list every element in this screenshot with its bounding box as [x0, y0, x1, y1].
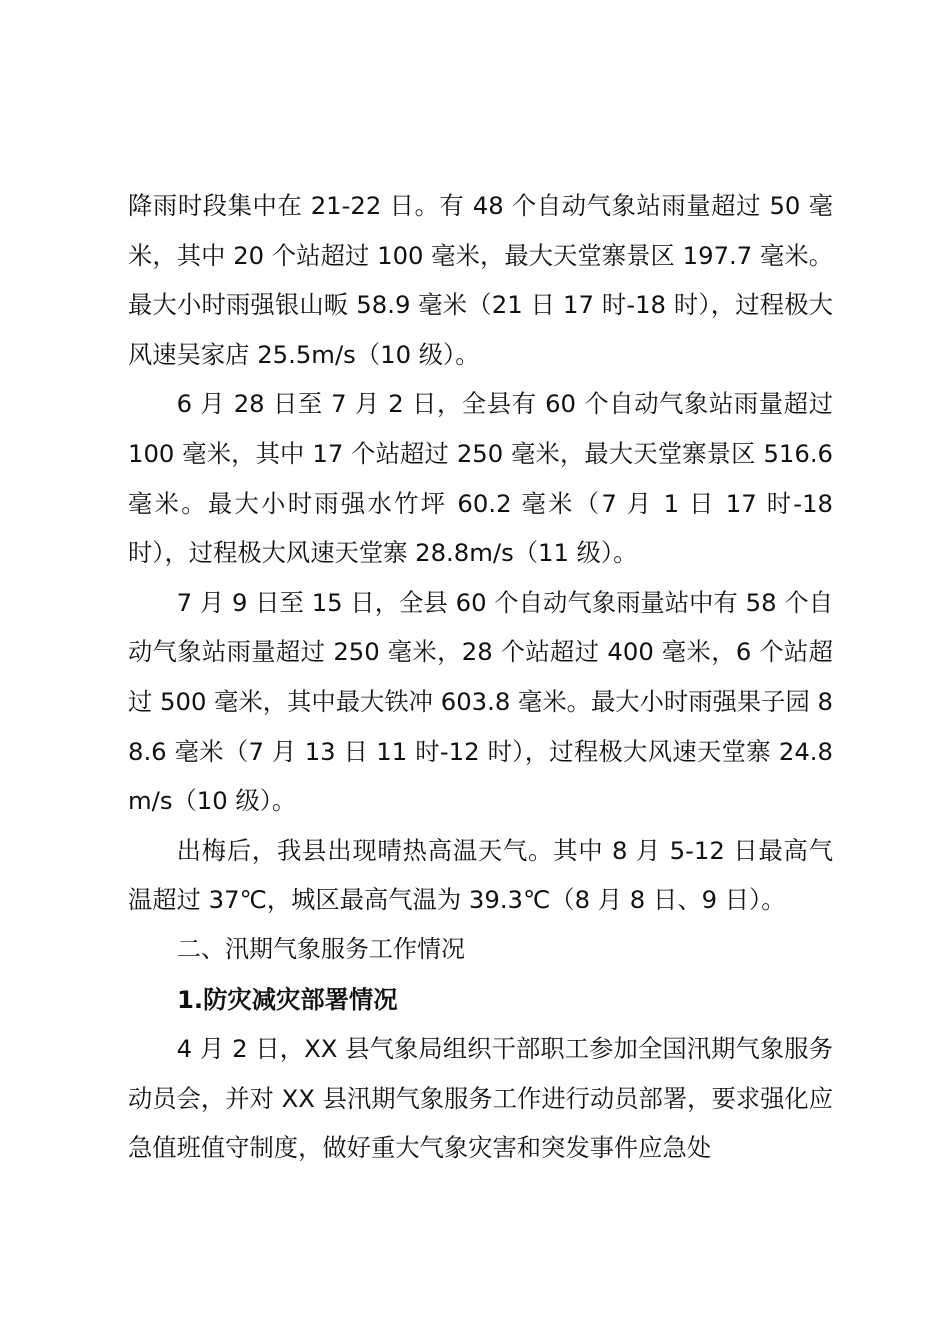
paragraph-rainfall-jun28-jul2: 6 月 28 日至 7 月 2 日，全县有 60 个自动气象站雨量超过 100 毫米，其中 17 个站超过 250 毫米，最大天堂寨景区 516.6 毫米。最大小时雨强水竹坪 60.2 毫米（7 月 1 日 17 时-18 时），过程极大风速天堂寨 28.8m/s（11 级）。 [128, 389, 833, 568]
paragraph-rainfall-21-22: 降雨时段集中在 21-22 日。有 48 个自动气象站雨量超过 50 毫米，其中 20 个站超过 100 毫米，最大天堂寨景区 197.7 毫米。最大小时雨强银山畈 58.9 毫米（21 日 17 时-18 时），过程极大风速吴家店 25.5m/s（10 级）。 [128, 191, 833, 369]
document-body [128, 181, 833, 1173]
subsection-heading: 1.防灾减灾部署情况 [177, 984, 398, 1014]
paragraph-rainfall-jul9-15: 7 月 9 日至 15 日，全县 60 个自动气象雨量站中有 58 个自动气象站雨量超过 250 毫米，28 个站超过 400 毫米，6 个站超过 500 毫米，其中最大铁冲 603.8 毫米。最大小时雨强果子园 88.6 毫米（7 月 13 日 11 时-12 时），过程极大风速天堂寨 24.8m/s（10 级）。 [128, 587, 833, 816]
paragraph-deployment: 4 月 2 日，XX 县气象局组织干部职工参加全国汛期气象服务动员会，并对 XX 县汛期气象服务工作进行动员部署，要求强化应急值班值守制度，做好重大气象灾害和突发事件应急处 [128, 1034, 833, 1163]
section-heading: 二、汛期气象服务工作情况 [177, 934, 465, 963]
paragraph-high-temperature: 出梅后，我县出现晴热高温天气。其中 8 月 5-12 日最高气温超过 37℃，城区最高气温为 39.3℃（8 月 8 日、9 日）。 [128, 835, 833, 915]
